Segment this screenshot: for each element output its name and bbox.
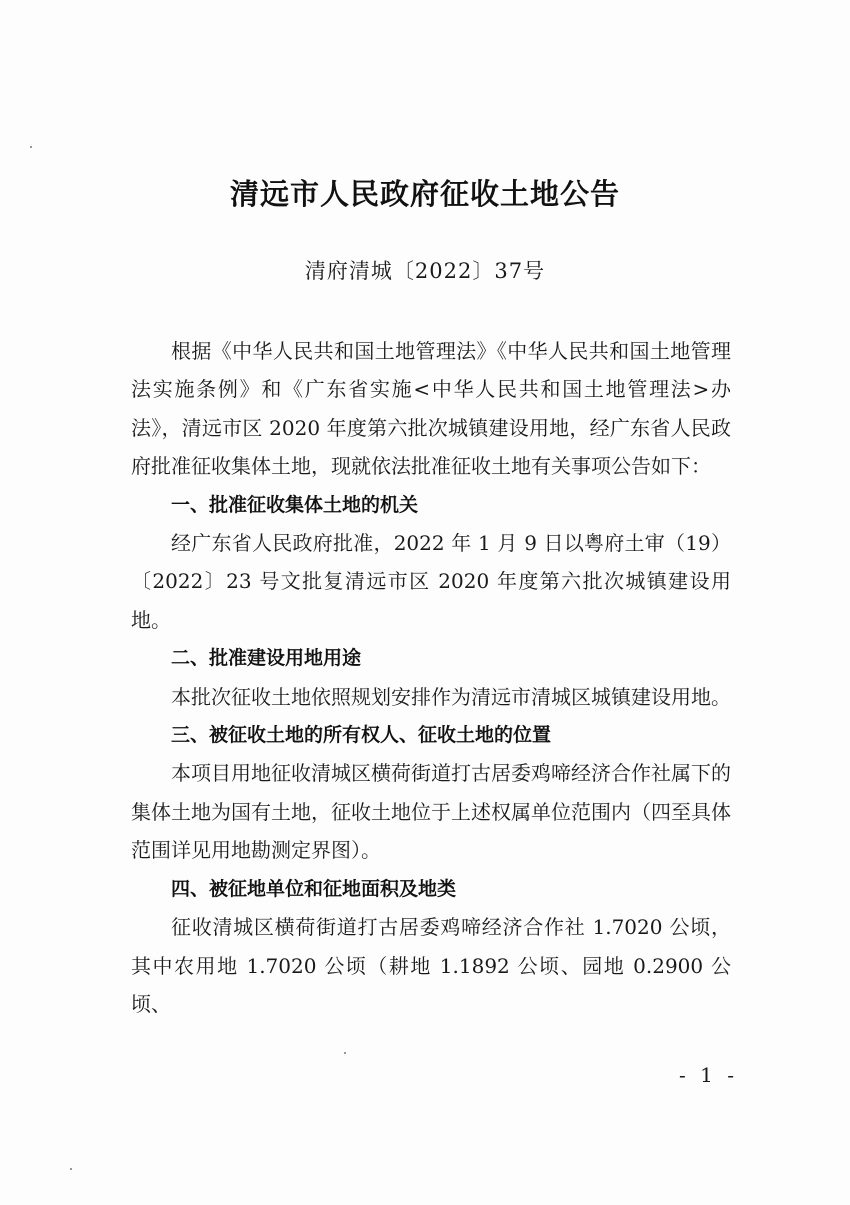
section-heading-4: 四、被征地单位和征地面积及地类 xyxy=(171,877,457,900)
intro-paragraph: 根据《中华人民共和国土地管理法》《中华人民共和国土地管理法实施条例》和《广东省实施<中华人民共和国土地管理法>办法》，清远市区 2020 年度第六批次城镇建设用地，经广东省人民政府批准征收集体土地，现就依法批准征收土地有关事项公告如下： xyxy=(131,339,731,479)
document-body xyxy=(131,332,731,1023)
page-title: 清远市人民政府征收土地公告 xyxy=(229,177,620,211)
section-heading-2: 二、批准建设用地用途 xyxy=(171,647,362,670)
scan-speck xyxy=(30,146,32,148)
section-heading-3: 三、被征收土地的所有权人、征收土地的位置 xyxy=(171,724,552,747)
section-text-3: 本项目用地征收清城区横荷街道打古居委鸡啼经济合作社属下的集体土地为国有土地，征收土地位于上述权属单位范围内（四至具体范围详见用地勘测定界图）。 xyxy=(131,761,731,863)
section-text-4: 征收清城区横荷街道打古居委鸡啼经济合作社 1.7020 公顷，其中农用地 1.7020 公顷（耕地 1.1892 公顷、园地 0.2900 公顷、 xyxy=(131,915,731,1016)
section-heading-1: 一、批准征收集体土地的机关 xyxy=(171,493,419,516)
section-text-1: 经广东省人民政府批准，2022 年 1 月 9 日以粤府土审（19）〔2022〕23 号文批复清远市区 2020 年度第六批次城镇建设用地。 xyxy=(131,531,731,632)
page-number: - 1 - xyxy=(679,1063,738,1087)
document-number: 清府清城〔2022〕37号 xyxy=(304,259,546,283)
scan-speck xyxy=(70,1168,72,1170)
scan-speck xyxy=(344,1052,346,1054)
section-text-2: 本批次征收土地依照规划安排作为清远市清城区城镇建设用地。 xyxy=(171,684,731,709)
